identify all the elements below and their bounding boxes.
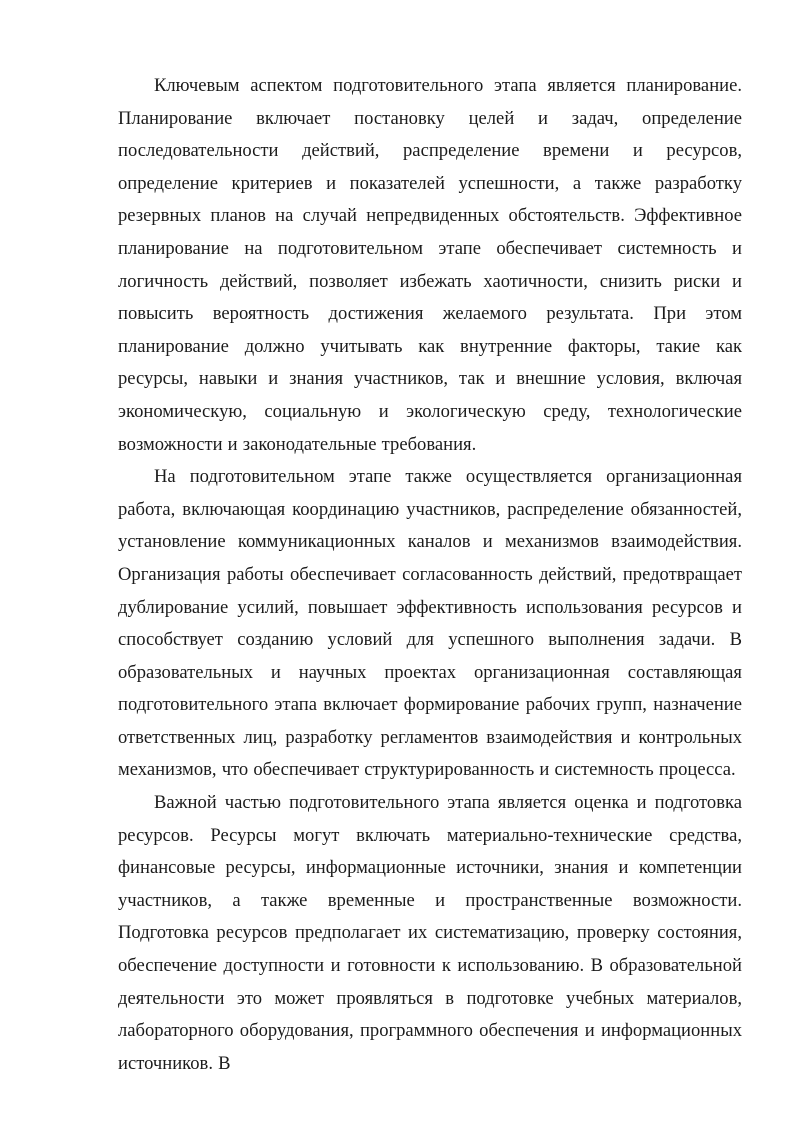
paragraph-planning: Ключевым аспектом подготовительного этапа является планирование. Планирование включает постановку целей и задач, определение последовательности действий, распределение времени и ресурсов, определение критериев и показателей успешности, а также разработку резервных планов на случай непредвиденных обстоятельств. Эффективное планирование на подготовительном этапе обеспечивает системность и логичность действий, позволяет избежать хаотичности, снизить риски и повысить вероятность достижения желаемого результата. При этом планирование должно учитывать как внутренние факторы, такие как ресурсы, навыки и знания участников, так и внешние условия, включая экономическую, социальную и экологическую среду, технологические возможности и законодательные требования. [118,75,742,455]
paragraph-organization: На подготовительном этапе также осуществляется организационная работа, включающая координацию участников, распределение обязанностей, установление коммуникационных каналов и механизмов взаимодействия. Организация работы обеспечивает согласованность действий, предотвращает дублирование усилий, повышает эффективность использования ресурсов и способствует созданию условий для успешного выполнения задачи. В образовательных и научных проектах организационная составляющая подготовительного этапа включает формирование рабочих групп, назначение ответственных лиц, разработку регламентов взаимодействия и контрольных механизмов, что обеспечивает структурированность и системность процесса. [118,466,742,781]
paragraph-resources: Важной частью подготовительного этапа является оценка и подготовка ресурсов. Ресурсы могут включать материально-технические средства, финансовые ресурсы, информационные источники, знания и компетенции участников, а также временные и пространственные возможности. Подготовка ресурсов предполагает их систематизацию, проверку состояния, обеспечение доступности и готовности к использованию. В образовательной деятельности это может проявляться в подготовке учебных материалов, лабораторного оборудования, программного обеспечения и информационных источников. В [118,792,742,1074]
